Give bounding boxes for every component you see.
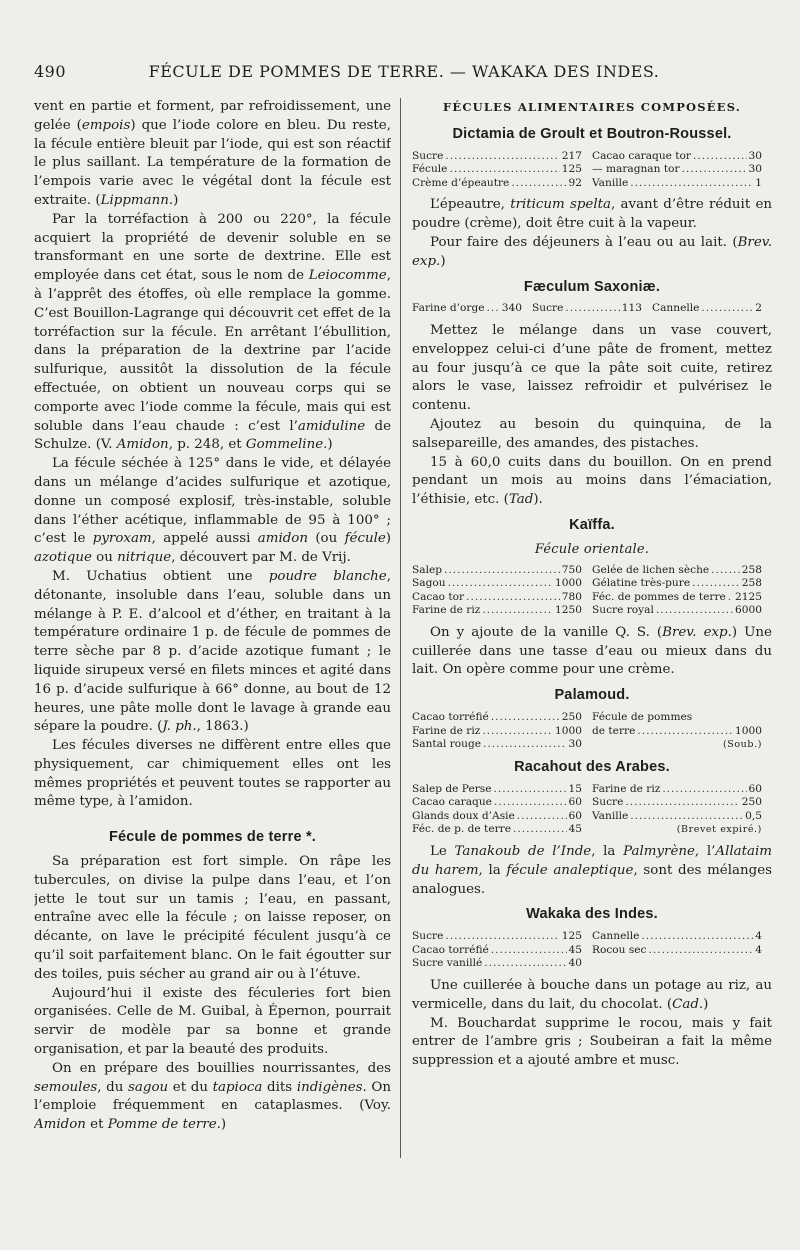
ingredient-cell	[592, 783, 772, 797]
dot-leader	[517, 810, 567, 824]
italic-run: Brev. exp.	[412, 234, 772, 269]
ingredient-cell	[652, 302, 772, 316]
ingredient-cell	[412, 150, 592, 164]
dot-leader	[692, 577, 740, 591]
dot-leader	[656, 604, 733, 618]
paragraph	[34, 1060, 391, 1135]
text-run: )	[385, 531, 391, 547]
italic-run: Amidon	[34, 1117, 86, 1133]
ingredient-quantity: 217	[561, 149, 582, 162]
recipe-title: Dictamia de Groult et Boutron-Roussel.	[452, 125, 732, 142]
text-run: dits	[262, 1079, 297, 1095]
ingredient-table	[412, 564, 772, 618]
ingredient-quantity: 92	[568, 176, 582, 189]
ingredient-cell	[412, 163, 592, 177]
ingredient-table	[412, 930, 772, 971]
ingredient-table	[412, 783, 772, 837]
italic-run: Pomme de terre	[107, 1117, 217, 1133]
text-run: , à l’apprêt des étoffes, où elle remplace la gomme. C’est Bouillon-Lagrange qui découvrit cet effet de la torréfaction sur la fécule. En arrêtant l’ébullition, dans la préparation de la dextrine par l’acide sulfurique, aussitôt la dissolution de la fécule effectuée, on obtient un nouveau corps qui se comporte avec l’iode comme la fécule, mais qui est soluble dans l’eau chaude : c’est l’	[34, 268, 391, 434]
text-run: ) Une cuillerée dans une tasse d’eau ou mieux dans du lait. On opère comme pour une crème.	[412, 624, 772, 678]
ingredient-name: de terre	[592, 724, 636, 737]
text-run: , avant d’être réduit en poudre (crème), doit être cuit à la vapeur.	[412, 197, 772, 232]
paragraph	[412, 843, 772, 899]
text-run: , p. 248, et	[168, 437, 246, 453]
dot-leader	[513, 823, 567, 837]
ingredient-name: Sucre	[592, 796, 624, 809]
text-run: vent en partie et forment, par refroidissement, une gelée (	[34, 99, 391, 133]
ingredient-quantity: 258	[741, 577, 762, 590]
dot-leader	[444, 564, 560, 578]
column-divider	[400, 98, 401, 1158]
text-run: ).	[533, 492, 543, 508]
dot-leader	[662, 783, 746, 797]
paragraph	[34, 853, 391, 985]
ingredient-cell	[412, 604, 592, 618]
ingredient-row	[412, 163, 772, 177]
ingredient-cell	[412, 944, 592, 958]
ingredient-row	[412, 783, 772, 797]
dot-leader	[630, 177, 753, 191]
ingredient-name: Cacao tor	[412, 590, 465, 603]
ingredient-quantity: 1000	[555, 724, 582, 737]
dot-leader	[448, 577, 553, 591]
text-run: )	[173, 192, 179, 208]
ingredient-quantity: 0,5	[745, 809, 762, 822]
italic-run: sagou	[128, 1079, 169, 1095]
ingredient-row	[412, 944, 772, 958]
ingredient-name: Sucre vanillé	[412, 957, 483, 970]
italic-run: triticum spelta	[510, 197, 612, 213]
dot-leader	[449, 163, 559, 177]
ingredient-quantity: 30	[748, 149, 762, 162]
ingredient-cell	[592, 150, 772, 164]
left-column	[34, 98, 391, 1135]
ingredient-name: Farine de riz	[412, 724, 481, 737]
ingredient-cell	[592, 725, 772, 739]
text-run: )	[703, 996, 709, 1012]
text-run: de Schulze. (V.	[34, 418, 391, 453]
text-run: )	[440, 253, 446, 269]
section-heading: Fécule de pommes de terre *.	[108, 829, 317, 846]
italic-run: poudre blanche	[268, 568, 387, 584]
italic-run: Tad	[508, 492, 534, 508]
dot-leader	[511, 177, 566, 191]
recipe-title: Palamoud.	[554, 687, 630, 704]
ingredient-name: Santal rouge	[412, 738, 482, 751]
ingredient-row	[412, 604, 772, 618]
ingredient-name: Sucre	[412, 149, 444, 162]
recipe-title: Racahout des Arabes.	[514, 758, 670, 775]
italic-run: amidon	[257, 531, 308, 547]
text-run: On y ajoute de la vanille Q. S. (	[430, 624, 663, 640]
text-run: Par la torréfaction à 200 ou 220°, la fécule acquiert la propriété de devenir soluble en se transformant en une sorte de dextrine. Elle est employée dans cet état, sous le nom de	[34, 211, 391, 284]
ingredient-name: Sucre royal	[592, 604, 654, 617]
recipe-title: Fæculum Saxoniæ.	[523, 278, 661, 295]
ingredient-quantity: (Brevet expiré.)	[676, 824, 762, 836]
paragraph	[34, 985, 391, 1060]
dot-leader	[641, 930, 753, 944]
paragraph	[412, 234, 772, 272]
ingredient-cell	[592, 957, 772, 971]
paragraph	[34, 455, 391, 568]
ingredient-quantity: 60	[568, 809, 582, 822]
text-run: L’épeautre,	[430, 197, 511, 213]
dot-leader	[491, 944, 567, 958]
ingredient-cell	[412, 957, 592, 971]
text-run: M. Uchatius obtient une	[52, 568, 269, 584]
ingredient-name: Féc. de p. de terre	[412, 823, 511, 836]
text-run: .)	[216, 1117, 227, 1133]
paragraph	[412, 977, 772, 1015]
ingredient-cell	[592, 163, 772, 177]
italic-run: nitrique	[117, 550, 172, 566]
paragraph	[412, 196, 772, 234]
ingredient-quantity: 125	[561, 163, 582, 176]
ingredient-quantity: 750	[561, 563, 582, 576]
text-run: , la	[478, 862, 507, 878]
ingredient-cell	[592, 591, 772, 605]
ingredient-name: Cannelle	[592, 930, 640, 943]
dot-leader	[494, 796, 567, 810]
section-title: FÉCULES ALIMENTAIRES COMPOSÉES.	[442, 100, 742, 114]
ingredient-cell	[412, 725, 592, 739]
italic-run: Gommeline	[245, 437, 324, 453]
right-column	[412, 98, 772, 1071]
paragraph	[412, 454, 772, 510]
italic-run: azotique	[34, 550, 92, 566]
ingredient-quantity: 2	[755, 302, 762, 315]
italic-run: semoules	[34, 1079, 98, 1095]
ingredient-cell	[592, 944, 772, 958]
text-run: Aujourd’hui il existe des féculeries fort bien organisées. Celle de M. Guibal, à Épernon, pourrait servir de modèle par sa bonne et grande organisation, et par la beauté des produits.	[34, 985, 391, 1058]
ingredient-quantity: 250	[561, 711, 582, 724]
italic-run: tapioca	[212, 1079, 263, 1095]
dot-leader	[484, 957, 566, 971]
italic-run: amiduline	[297, 418, 366, 434]
ingredient-cell	[592, 604, 772, 618]
ingredient-name: Gélatine très-pure	[592, 577, 691, 590]
text-run: , la	[591, 844, 624, 860]
dot-leader	[630, 810, 743, 824]
ingredient-name: Crème d’épeautre	[412, 176, 510, 189]
ingredient-name: Farine de riz	[412, 604, 481, 617]
ingredient-name: Cacao torréfié	[412, 711, 489, 724]
ingredient-quantity: 2125	[735, 590, 762, 603]
ingredient-row	[412, 823, 772, 837]
text-run: , détonante, insoluble dans l’eau, soluble dans un mélange à P. E. d’alcool et d’éther, en traitant à la température ordinaire 1 p. de fécule de pommes de terre sèche par 8 p. d’acide azotique fumant ; le liquide sirupeux versé en filets minces et agité dans 16 p. d’acide sulfurique à 66° donne, au bout de 12 heures, une pâte molle dont le lavage à grande eau sépare la poudre. (	[34, 568, 391, 735]
ingredient-row	[412, 930, 772, 944]
ingredient-name: Rocou sec	[592, 943, 647, 956]
ingredient-name: Vanille	[592, 809, 629, 822]
dot-leader	[494, 783, 567, 797]
ingredient-table	[412, 711, 772, 752]
italic-run: fécule analeptique	[506, 862, 634, 878]
text-run: Sa préparation est fort simple. On râpe les tubercules, on divise la pulpe dans l’eau, et l’on jette le tout sur un tamis ; l’eau, en passant, entraîne avec elle la fécule ; on laisse reposer, on décante, on lave le précipité féculent jusqu’à ce qu’il soit parfaitement blanc. On le fait égoutter sur des toiles, puis sécher au grand air ou à l’étuve.	[34, 854, 391, 982]
ingredient-name: Fécule	[412, 163, 448, 176]
ingredient-row	[412, 564, 772, 578]
ingredient-cell	[412, 783, 592, 797]
ingredient-cell	[592, 738, 772, 752]
ingredient-cell	[532, 302, 652, 316]
ingredient-quantity: 30	[748, 163, 762, 176]
italic-run: Leiocomme	[308, 268, 387, 284]
dot-leader	[728, 591, 733, 605]
ingredient-cell	[412, 302, 532, 316]
paragraph	[412, 1015, 772, 1071]
ingredient-cell	[412, 711, 592, 725]
ingredient-name: Glands doux d’Asie	[412, 809, 515, 822]
dot-leader	[701, 302, 753, 316]
ingredient-name: Salep	[412, 563, 443, 576]
ingredient-cell	[592, 796, 772, 810]
italic-run: Palmyrène	[623, 844, 695, 860]
ingredient-row	[412, 810, 772, 824]
recipe-subtitle: Fécule orientale.	[534, 541, 650, 557]
text-run: , du	[97, 1079, 129, 1095]
text-run: On en prépare des bouillies nourrissantes, des	[52, 1060, 391, 1076]
ingredient-quantity: 15	[568, 782, 582, 795]
text-run: . On l’emploie fréquemment en cataplasmes. (Voy.	[34, 1079, 391, 1114]
paragraph	[34, 98, 391, 211]
ingredient-quantity: (Soub.)	[722, 739, 762, 751]
ingredient-row	[412, 725, 772, 739]
text-run: (ou	[308, 531, 345, 547]
ingredient-row	[412, 577, 772, 591]
text-run: , 1863.)	[196, 719, 249, 735]
page-header	[34, 62, 774, 84]
italic-run: Tanakoub de l’Inde	[454, 844, 592, 860]
italic-run: fécule	[344, 531, 386, 547]
ingredient-quantity: 113	[621, 302, 642, 315]
ingredient-row	[412, 302, 772, 316]
italic-run: empois	[81, 117, 131, 133]
ingredient-row	[412, 796, 772, 810]
ingredient-name: Vanille	[592, 176, 629, 189]
ingredient-row	[412, 711, 772, 725]
recipe-title: Kaïffa.	[569, 516, 615, 533]
ingredient-row	[412, 150, 772, 164]
ingredient-name: Sucre	[412, 930, 444, 943]
ingredient-quantity: 1000	[735, 724, 762, 737]
text-run: ou	[91, 550, 118, 566]
text-run: 15 à 60,0 cuits dans du bouillon. On en prend pendant un mois au moins dans l’émaciation, l’éthisie, etc. (	[412, 454, 772, 508]
ingredient-row	[412, 957, 772, 971]
ingredient-name: — maragnan tor	[592, 163, 680, 176]
ingredient-quantity: 4	[755, 930, 762, 943]
paragraph	[412, 322, 772, 416]
ingredient-cell	[592, 577, 772, 591]
ingredient-cell	[412, 577, 592, 591]
ingredient-table	[412, 150, 772, 191]
text-run: , appelé aussi	[151, 531, 258, 547]
ingredient-name: Cacao caraque	[412, 796, 492, 809]
ingredient-name: Gelée de lichen sèche	[592, 563, 710, 576]
paragraph	[34, 737, 391, 812]
ingredient-cell	[592, 823, 772, 837]
ingredient-row	[412, 177, 772, 191]
dot-leader	[491, 711, 560, 725]
italic-run: Cad.	[672, 996, 704, 1012]
ingredient-cell	[412, 564, 592, 578]
text-run: et	[85, 1117, 108, 1133]
dot-leader	[625, 796, 739, 810]
ingredient-name: Fécule de pommes	[592, 711, 693, 724]
ingredient-name: Sagou	[412, 577, 446, 590]
italic-run: Amidon	[116, 437, 169, 453]
ingredient-quantity: 60	[568, 796, 582, 809]
ingredient-name: Cacao torréfié	[412, 943, 489, 956]
ingredient-name: Féc. de pommes de terre	[592, 590, 726, 603]
italic-run: Allataim du harem	[412, 844, 772, 878]
italic-run: Brev. exp.	[662, 624, 732, 640]
dot-leader	[682, 163, 747, 177]
ingredient-row	[412, 591, 772, 605]
ingredient-name: Salep de Perse	[412, 782, 492, 795]
ingredient-cell	[592, 711, 772, 725]
text-run: Le	[430, 844, 455, 860]
running-title: FÉCULE DE POMMES DE TERRE. — WAKAKA DES INDES.	[148, 62, 660, 81]
paragraph	[412, 416, 772, 454]
dot-leader	[649, 944, 754, 958]
ingredient-cell	[412, 796, 592, 810]
ingredient-quantity: 1000	[555, 577, 582, 590]
ingredient-quantity: 1250	[555, 604, 582, 617]
ingredient-quantity: 6000	[735, 604, 762, 617]
ingredient-quantity: 30	[568, 738, 582, 751]
text-run: M. Bouchardat supprime le rocou, mais y fait entrer de l’ambre gris ; Soubeiran a fait la même suppression et a ajouté ambre et musc.	[412, 1015, 772, 1069]
ingredient-name: Sucre	[532, 302, 564, 315]
ingredient-cell	[412, 591, 592, 605]
ingredient-cell	[412, 823, 592, 837]
dot-leader	[711, 564, 740, 578]
ingredient-table	[412, 302, 772, 316]
paragraph	[34, 211, 391, 455]
paragraph	[34, 568, 391, 737]
text-run: La fécule séchée à 125° dans le vide, et délayée dans un mélange d’acides sulfurique et azotique, donne un composé explosif, très-instable, soluble dans l’éther acétique, inflammable de 95 à 100° ; c’est le	[34, 456, 391, 547]
ingredient-cell	[412, 930, 592, 944]
page-number: 490	[34, 62, 67, 81]
italic-run: indigènes	[296, 1079, 363, 1095]
dot-leader	[637, 725, 733, 739]
dot-leader	[487, 302, 500, 316]
ingredient-quantity: 4	[755, 943, 762, 956]
italic-run: Lippmann.	[100, 192, 174, 208]
ingredient-quantity: 340	[501, 302, 522, 315]
ingredient-quantity: 780	[561, 590, 582, 603]
text-run: Mettez le mélange dans un vase couvert, enveloppez celui-ci d’une pâte de froment, mettez au four jusqu’à ce que la pâte soit cuite, retirez alors le vase, laissez refroidir et pulvérisez le contenu.	[412, 322, 772, 414]
ingredient-row	[412, 738, 772, 752]
dot-leader	[482, 604, 553, 618]
ingredient-cell	[412, 738, 592, 752]
ingredient-quantity: 125	[561, 930, 582, 943]
text-run: Les fécules diverses ne diffèrent entre elles que physiquement, car chimiquement elles ont les mêmes propriétés et peuvent toutes se rapporter au même type, à l’amidon.	[34, 738, 391, 810]
ingredient-cell	[412, 177, 592, 191]
text-run: Une cuillerée à bouche dans un potage au riz, au vermicelle, dans du lait, du chocolat. (	[412, 978, 772, 1012]
ingredient-quantity: 40	[568, 957, 582, 970]
ingredient-quantity: 1	[755, 176, 762, 189]
ingredient-name: Cacao caraque tor	[592, 149, 691, 162]
ingredient-cell	[592, 930, 772, 944]
ingredient-quantity: 45	[568, 943, 582, 956]
paragraph	[412, 624, 772, 680]
ingredient-cell	[592, 564, 772, 578]
dot-leader	[445, 930, 559, 944]
italic-run: pyroxam	[92, 531, 152, 547]
ingredient-name: Cannelle	[652, 302, 700, 315]
dot-leader	[445, 150, 559, 164]
text-run: , sont des mélanges analogues.	[412, 862, 772, 897]
italic-run: J. ph.	[162, 719, 197, 735]
text-run: Ajoutez au besoin du quinquina, de la salsepareille, des amandes, des pistaches.	[412, 416, 772, 451]
text-run: ) que l’iode colore en bleu. Du reste, la fécule entière bleuit par l’iode, qui est son réactif le plus saillant. La température de la formation de l’empois varie avec le végétal dont la fécule est extraite. (	[34, 117, 391, 208]
text-run: et du	[168, 1079, 213, 1095]
ingredient-cell	[592, 177, 772, 191]
ingredient-cell	[412, 810, 592, 824]
ingredient-quantity: 60	[748, 782, 762, 795]
dot-leader	[565, 302, 619, 316]
text-run: Pour faire des déjeuners à l’eau ou au lait. (	[430, 234, 738, 250]
ingredient-cell	[592, 810, 772, 824]
ingredient-quantity: 250	[741, 796, 762, 809]
text-run: , l’	[694, 844, 716, 860]
dot-leader	[483, 738, 566, 752]
dot-leader	[466, 591, 560, 605]
ingredient-name: Farine d’orge	[412, 302, 485, 315]
text-run: .)	[323, 437, 333, 453]
ingredient-name: Farine de riz	[592, 782, 661, 795]
ingredient-quantity: 258	[741, 563, 762, 576]
text-run: , découvert par M. de Vrij.	[171, 550, 351, 566]
ingredient-quantity: 45	[568, 823, 582, 836]
dot-leader	[693, 150, 747, 164]
dot-leader	[482, 725, 553, 739]
recipe-title: Wakaka des Indes.	[526, 906, 658, 923]
